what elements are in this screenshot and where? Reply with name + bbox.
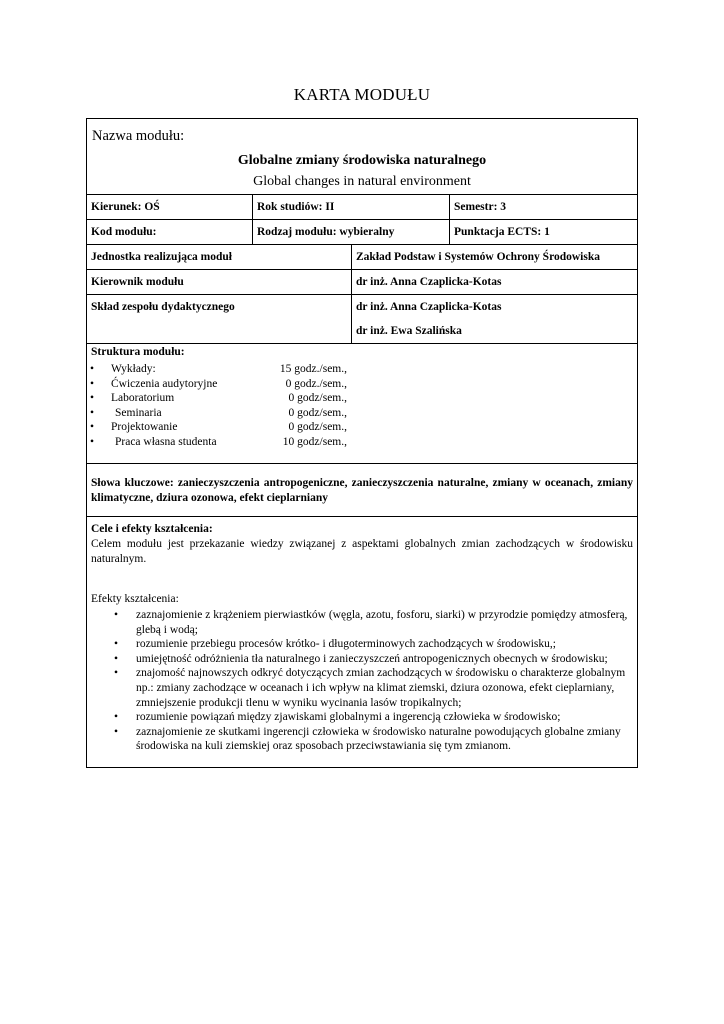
module-head-label: Kierownik modułu [91,276,184,288]
field-of-study: Kierunek: OŚ [91,201,160,213]
class-hours: 10 godz/sem., [282,435,347,448]
keywords-text: Słowa kluczowe: zanieczyszczenia antropogeniczne, zanieczyszczenia naturalne, zmiany w oceanach, zmiany klimatyczne, dziura ozonowa, efekt cieplarniany [91,477,633,504]
module-head-value: dr inż. Anna Czaplicka-Kotas [351,270,637,294]
teaching-team-row [87,295,637,344]
outcome-text: zaznajomienie ze skutkami ingerencji człowieka w środowisko naturalne powodujących globalne zmiany środowiska na kuli ziemskiej oraz sposobach przeciwstawiania się tym zmianom. [136,725,621,753]
semester: Semestr: 3 [449,195,637,219]
structure-title: Struktura modułu: [91,346,185,358]
outcome-text: zaznajomienie z krążeniem pierwiastków (węgla, azotu, fosforu, siarki) w przyrodzie pomiędzy atmosferą, glebą i wodą; [136,609,628,636]
bullet-icon: • [90,421,95,434]
class-type: Laboratorium [111,392,175,405]
bullet-icon: • [90,377,95,390]
list-item [87,666,631,710]
goals-text: Celem modułu jest przekazanie wiedzy związanej z aspektami globalnych zmian zachodzących w środowisku naturalnym. [91,538,633,565]
unit-row [87,245,637,270]
bullet-icon: • [114,638,119,651]
learning-outcomes-title: Efekty kształcenia: [91,593,179,605]
list-item [87,652,631,667]
outcome-text: znajomość najnowszych odkryć dotyczących zmian zachodzących w środowisku o charakterze globalnym np.: zmiany zachodzące w oceanach i ich wpływ na klimat ziemski, dziura ozonowa, efekt cieplarniany, zmniejszenie produkcji tlenu w wyniku wycinania lasów tropikalnych; [136,667,626,709]
class-hours: 0 godz/sem., [288,421,347,434]
ects-points: Punktacja ECTS: 1 [449,220,637,244]
info-row-1 [87,195,637,220]
team-member: dr inż. Anna Czaplicka-Kotas [356,301,502,313]
class-type: Ćwiczenia audytoryjne [111,377,218,390]
learning-outcomes-list [87,608,631,754]
unit-value: Zakład Podstaw i Systemów Ochrony Środowiska [351,245,637,269]
module-head-row [87,270,637,295]
info-row-2 [87,220,637,245]
team-member: dr inż. Ewa Szalińska [356,325,462,337]
class-hours: 0 godz/sem., [288,406,347,419]
bullet-icon: • [114,652,119,665]
bullet-icon: • [114,667,119,680]
module-name-label: Nazwa modułu: [92,128,185,144]
unit-label: Jednostka realizująca moduł [91,251,232,263]
goals-section [87,517,637,767]
outcome-text: umiejętność odróżnienia tła naturalnego i zanieczyszczeń antropogenicznych obecnych w środowisku; [136,652,608,665]
list-item [87,710,631,725]
class-type: Seminaria [115,406,162,419]
module-code: Kod modułu: [91,226,157,238]
bullet-icon: • [114,609,119,621]
page-title: KARTA MODUŁU [293,85,431,104]
bullet-icon: • [90,392,95,405]
module-name-english: Global changes in natural environment [253,174,471,189]
class-type: Praca własna studenta [115,435,217,448]
outcome-text: rozumienie przebiegu procesów krótko- i długoterminowych zachodzących w środowisku,; [136,638,556,651]
class-hours: 15 godz./sem., [279,363,347,375]
year-of-study: Rok studiów: II [252,195,449,219]
module-type: Rodzaj modułu: wybieralny [252,220,449,244]
goals-title: Cele i efekty kształcenia: [91,523,213,535]
module-name-polish: Globalne zmiany środowiska naturalnego [237,153,487,168]
module-structure-section [87,344,637,464]
teaching-team-label: Skład zespołu dydaktycznego [91,301,235,313]
class-type: Projektowanie [111,421,178,434]
class-hours: 0 godz./sem., [285,377,347,390]
module-name-section [87,119,637,195]
keywords-section [87,464,637,517]
list-item [87,608,631,637]
teaching-team-members [351,295,637,343]
bullet-icon: • [90,363,95,375]
class-hours: 0 godz/sem., [288,392,347,405]
class-type: Wykłady: [111,363,156,375]
list-item [87,637,631,652]
module-card-table [86,118,638,768]
bullet-icon: • [90,435,95,448]
bullet-icon: • [90,406,95,419]
list-item [87,725,631,754]
bullet-icon: • [114,711,119,724]
bullet-icon: • [114,725,119,738]
outcome-text: rozumienie powiązań między zjawiskami globalnymi a ingerencją człowieka w środowisko; [136,711,561,724]
